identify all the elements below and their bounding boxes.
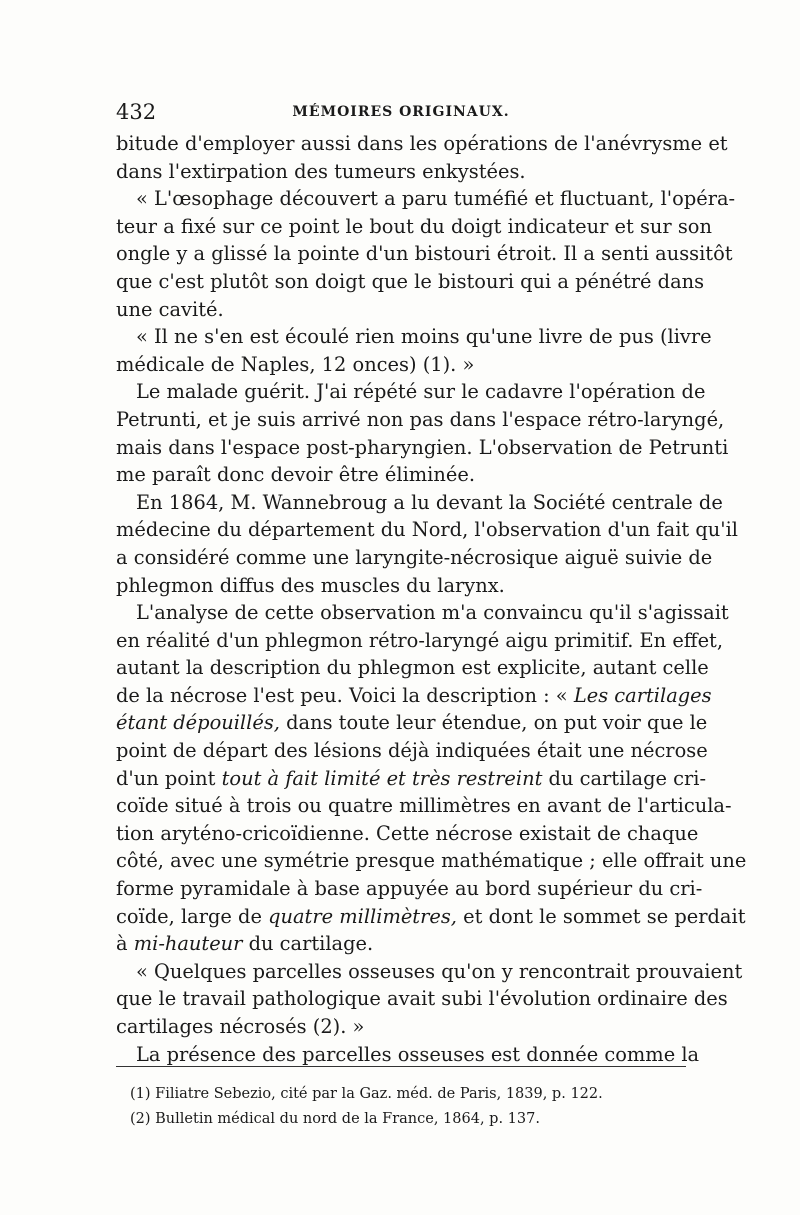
- text-run: « L'œsophage découvert a paru tuméfié et fluctuant, l'opéra-: [136, 187, 736, 211]
- text-run: dans l'extirpation des tumeurs enkystées.: [116, 159, 526, 183]
- footnote: (1) Filiatre Sebezio, cité par la Gaz. méd. de Paris, 1839, p. 122.: [130, 1086, 603, 1102]
- text-line: [116, 875, 703, 903]
- text-line: [116, 820, 699, 848]
- text-run: ongle y a glissé la pointe d'un bistouri étroit. Il a senti aussitôt: [116, 242, 733, 266]
- text-run: médecine du département du Nord, l'observation d'un fait qu'il: [116, 518, 738, 542]
- text-line: [116, 213, 712, 241]
- italic-run: tout à fait limité et très restreint: [221, 766, 543, 790]
- text-line: [116, 378, 706, 406]
- text-line: [116, 434, 729, 462]
- text-run: autant la description du phlegmon est explicite, autant celle: [116, 656, 709, 680]
- text-run: point de départ des lésions déjà indiquées était une nécrose: [116, 739, 708, 763]
- text-run: tion aryténo-cricoïdienne. Cette nécrose existait de chaque: [116, 821, 699, 845]
- text-run: coïde, large de: [116, 904, 269, 928]
- text-line: [116, 572, 686, 600]
- text-run: « Il ne s'en est écoulé rien moins qu'une livre de pus (livre: [136, 325, 712, 349]
- text-run: Le malade guérit. J'ai répété sur le cadavre l'opération de: [136, 380, 706, 404]
- italic-run: Les cartilages: [573, 683, 712, 707]
- footnote: (2) Bulletin médical du nord de la France, 1864, p. 137.: [130, 1111, 540, 1127]
- text-line: [116, 130, 728, 158]
- text-run: que c'est plutôt son doigt que le bistouri qui a pénétré dans: [116, 269, 705, 293]
- text-run: bitude d'employer aussi dans les opérations de l'anévrysme et: [116, 132, 728, 155]
- text-line: [116, 240, 733, 268]
- text-run: a considéré comme une laryngite-nécrosique aiguë suivie de: [116, 545, 713, 569]
- text-line: [116, 958, 743, 986]
- text-line: [116, 516, 738, 544]
- text-line: [116, 544, 713, 572]
- text-run: du cartilage.: [242, 932, 374, 956]
- text-line: [116, 599, 729, 627]
- text-run: La présence des parcelles osseuses est donnée comme la: [136, 1042, 700, 1066]
- footnotes: [130, 1082, 686, 1132]
- text-run: coïde situé à trois ou quatre millimètres en avant de l'articula-: [116, 794, 732, 818]
- text-run: cartilages nécrosés (2). »: [116, 1015, 365, 1038]
- text-line: [116, 682, 712, 710]
- text-line: [116, 296, 686, 324]
- text-run: phlegmon diffus des muscles du larynx.: [116, 573, 505, 597]
- text-run: médicale de Naples, 12 onces) (1). »: [116, 352, 475, 376]
- text-run: mais dans l'espace post-pharyngien. L'observation de Petrunti: [116, 435, 729, 459]
- text-line: [116, 765, 706, 793]
- text-run: d'un point: [116, 766, 222, 790]
- text-line: [116, 406, 725, 434]
- running-title: MÉMOIRES ORIGINAUX.: [292, 104, 510, 120]
- text-line: [116, 930, 686, 958]
- text-line: [116, 185, 736, 213]
- footnote-rule: [116, 1066, 686, 1067]
- body-text: [116, 130, 747, 1068]
- text-line: [116, 158, 686, 186]
- text-run: du cartilage cri-: [542, 766, 706, 790]
- text-line: [116, 351, 686, 379]
- text-line: [116, 709, 708, 737]
- text-line: [116, 654, 709, 682]
- text-run: de la nécrose l'est peu. Voici la description : «: [116, 683, 574, 707]
- text-line: [116, 737, 708, 765]
- text-line: [116, 1013, 686, 1041]
- text-run: me paraît donc devoir être éliminée.: [116, 463, 475, 487]
- text-run: côté, avec une symétrie presque mathématique ; elle offrait une: [116, 849, 747, 873]
- text-run: forme pyramidale à base appuyée au bord supérieur du cri-: [116, 877, 703, 901]
- text-line: [116, 792, 732, 820]
- text-run: dans toute leur étendue, on put voir que le: [279, 711, 708, 735]
- italic-run: mi-hauteur: [133, 932, 243, 956]
- text-line: [116, 847, 747, 875]
- page-header: [116, 100, 686, 128]
- italic-run: quatre millimètres,: [268, 904, 457, 928]
- text-line: [116, 461, 686, 489]
- text-run: une cavité.: [116, 297, 224, 321]
- text-run: en réalité d'un phlegmon rétro-laryngé aigu primitif. En effet,: [116, 628, 724, 652]
- text-line: [116, 268, 705, 296]
- text-run: L'analyse de cette observation m'a convaincu qu'il s'agissait: [136, 601, 729, 625]
- text-run: à: [116, 932, 134, 956]
- text-line: [116, 489, 723, 517]
- text-line: [116, 985, 728, 1013]
- text-line: [116, 627, 724, 655]
- text-run: En 1864, M. Wannebroug a lu devant la Société centrale de: [136, 490, 723, 514]
- text-run: « Quelques parcelles osseuses qu'on y rencontrait prouvaient: [136, 959, 743, 983]
- text-line: [116, 323, 712, 351]
- text-line: [116, 903, 746, 931]
- text-line: [116, 1041, 700, 1069]
- italic-run: étant dépouillés,: [116, 711, 280, 735]
- text-run: que le travail pathologique avait subi l'évolution ordinaire des: [116, 987, 728, 1011]
- text-run: teur a fixé sur ce point le bout du doigt indicateur et sur son: [116, 214, 712, 238]
- text-run: et dont le sommet se perdait: [456, 904, 746, 928]
- page-number: 432: [116, 100, 157, 124]
- text-run: Petrunti, et je suis arrivé non pas dans l'espace rétro-laryngé,: [116, 407, 725, 431]
